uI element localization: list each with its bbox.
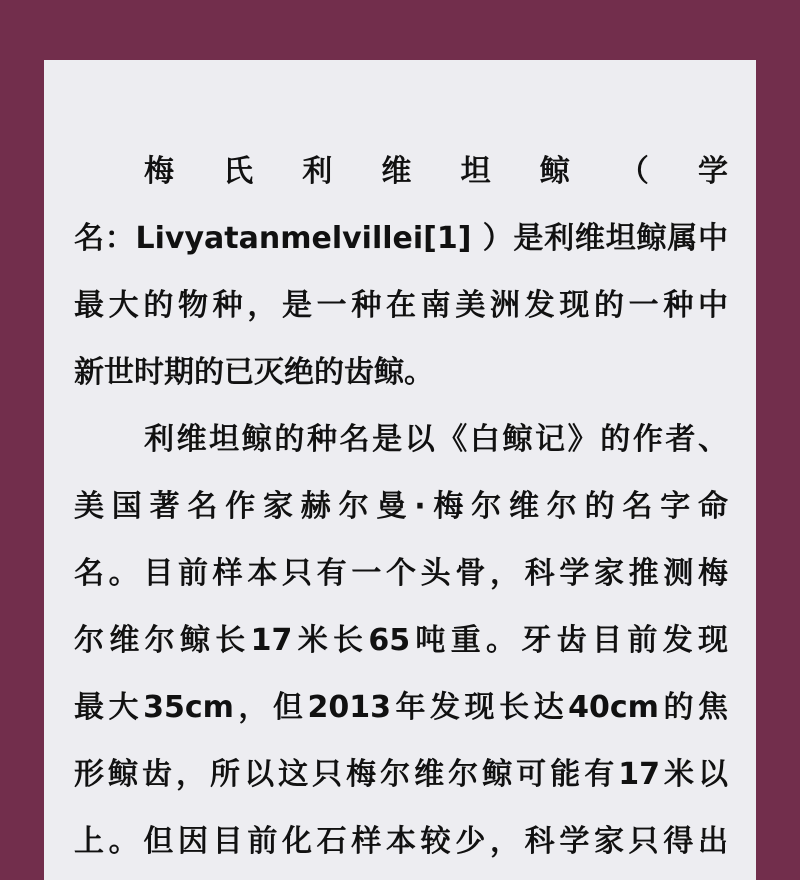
paragraph-2-line-7: 上。但因目前化石样本较少，科学家只得出: [74, 824, 728, 859]
paragraph-2-line-5: 最大35cm，但2013年发现长达40cm的焦: [74, 690, 728, 725]
paragraph-1-line-4: 新世时期的已灭绝的齿鲸。: [74, 355, 434, 390]
paragraph-2-line-1: 利维坦鲸的种名是以《白鲸记》的作者、: [144, 422, 728, 457]
paragraph-2-line-2: 美国著名作家赫尔曼·梅尔维尔的名字命: [74, 489, 728, 524]
paragraph-2-line-3: 名。目前样本只有一个头骨，科学家推测梅: [74, 556, 728, 591]
article-text: [74, 138, 728, 875]
paragraph-2-line-4: 尔维尔鲸长17米长65吨重。牙齿目前发现: [74, 623, 728, 658]
paragraph-1-line-2: 名：Livyatanmelvillei[1] ）是利维坦鲸属中: [74, 221, 728, 256]
paragraph-2-line-6: 形鲸齿，所以这只梅尔维尔鲸可能有17米以: [74, 757, 728, 792]
paragraph-1-line-1: 梅 氏 利 维 坦 鲸 （ 学: [144, 154, 728, 189]
paragraph-1-line-3: 最大的物种，是一种在南美洲发现的一种中: [74, 288, 728, 323]
